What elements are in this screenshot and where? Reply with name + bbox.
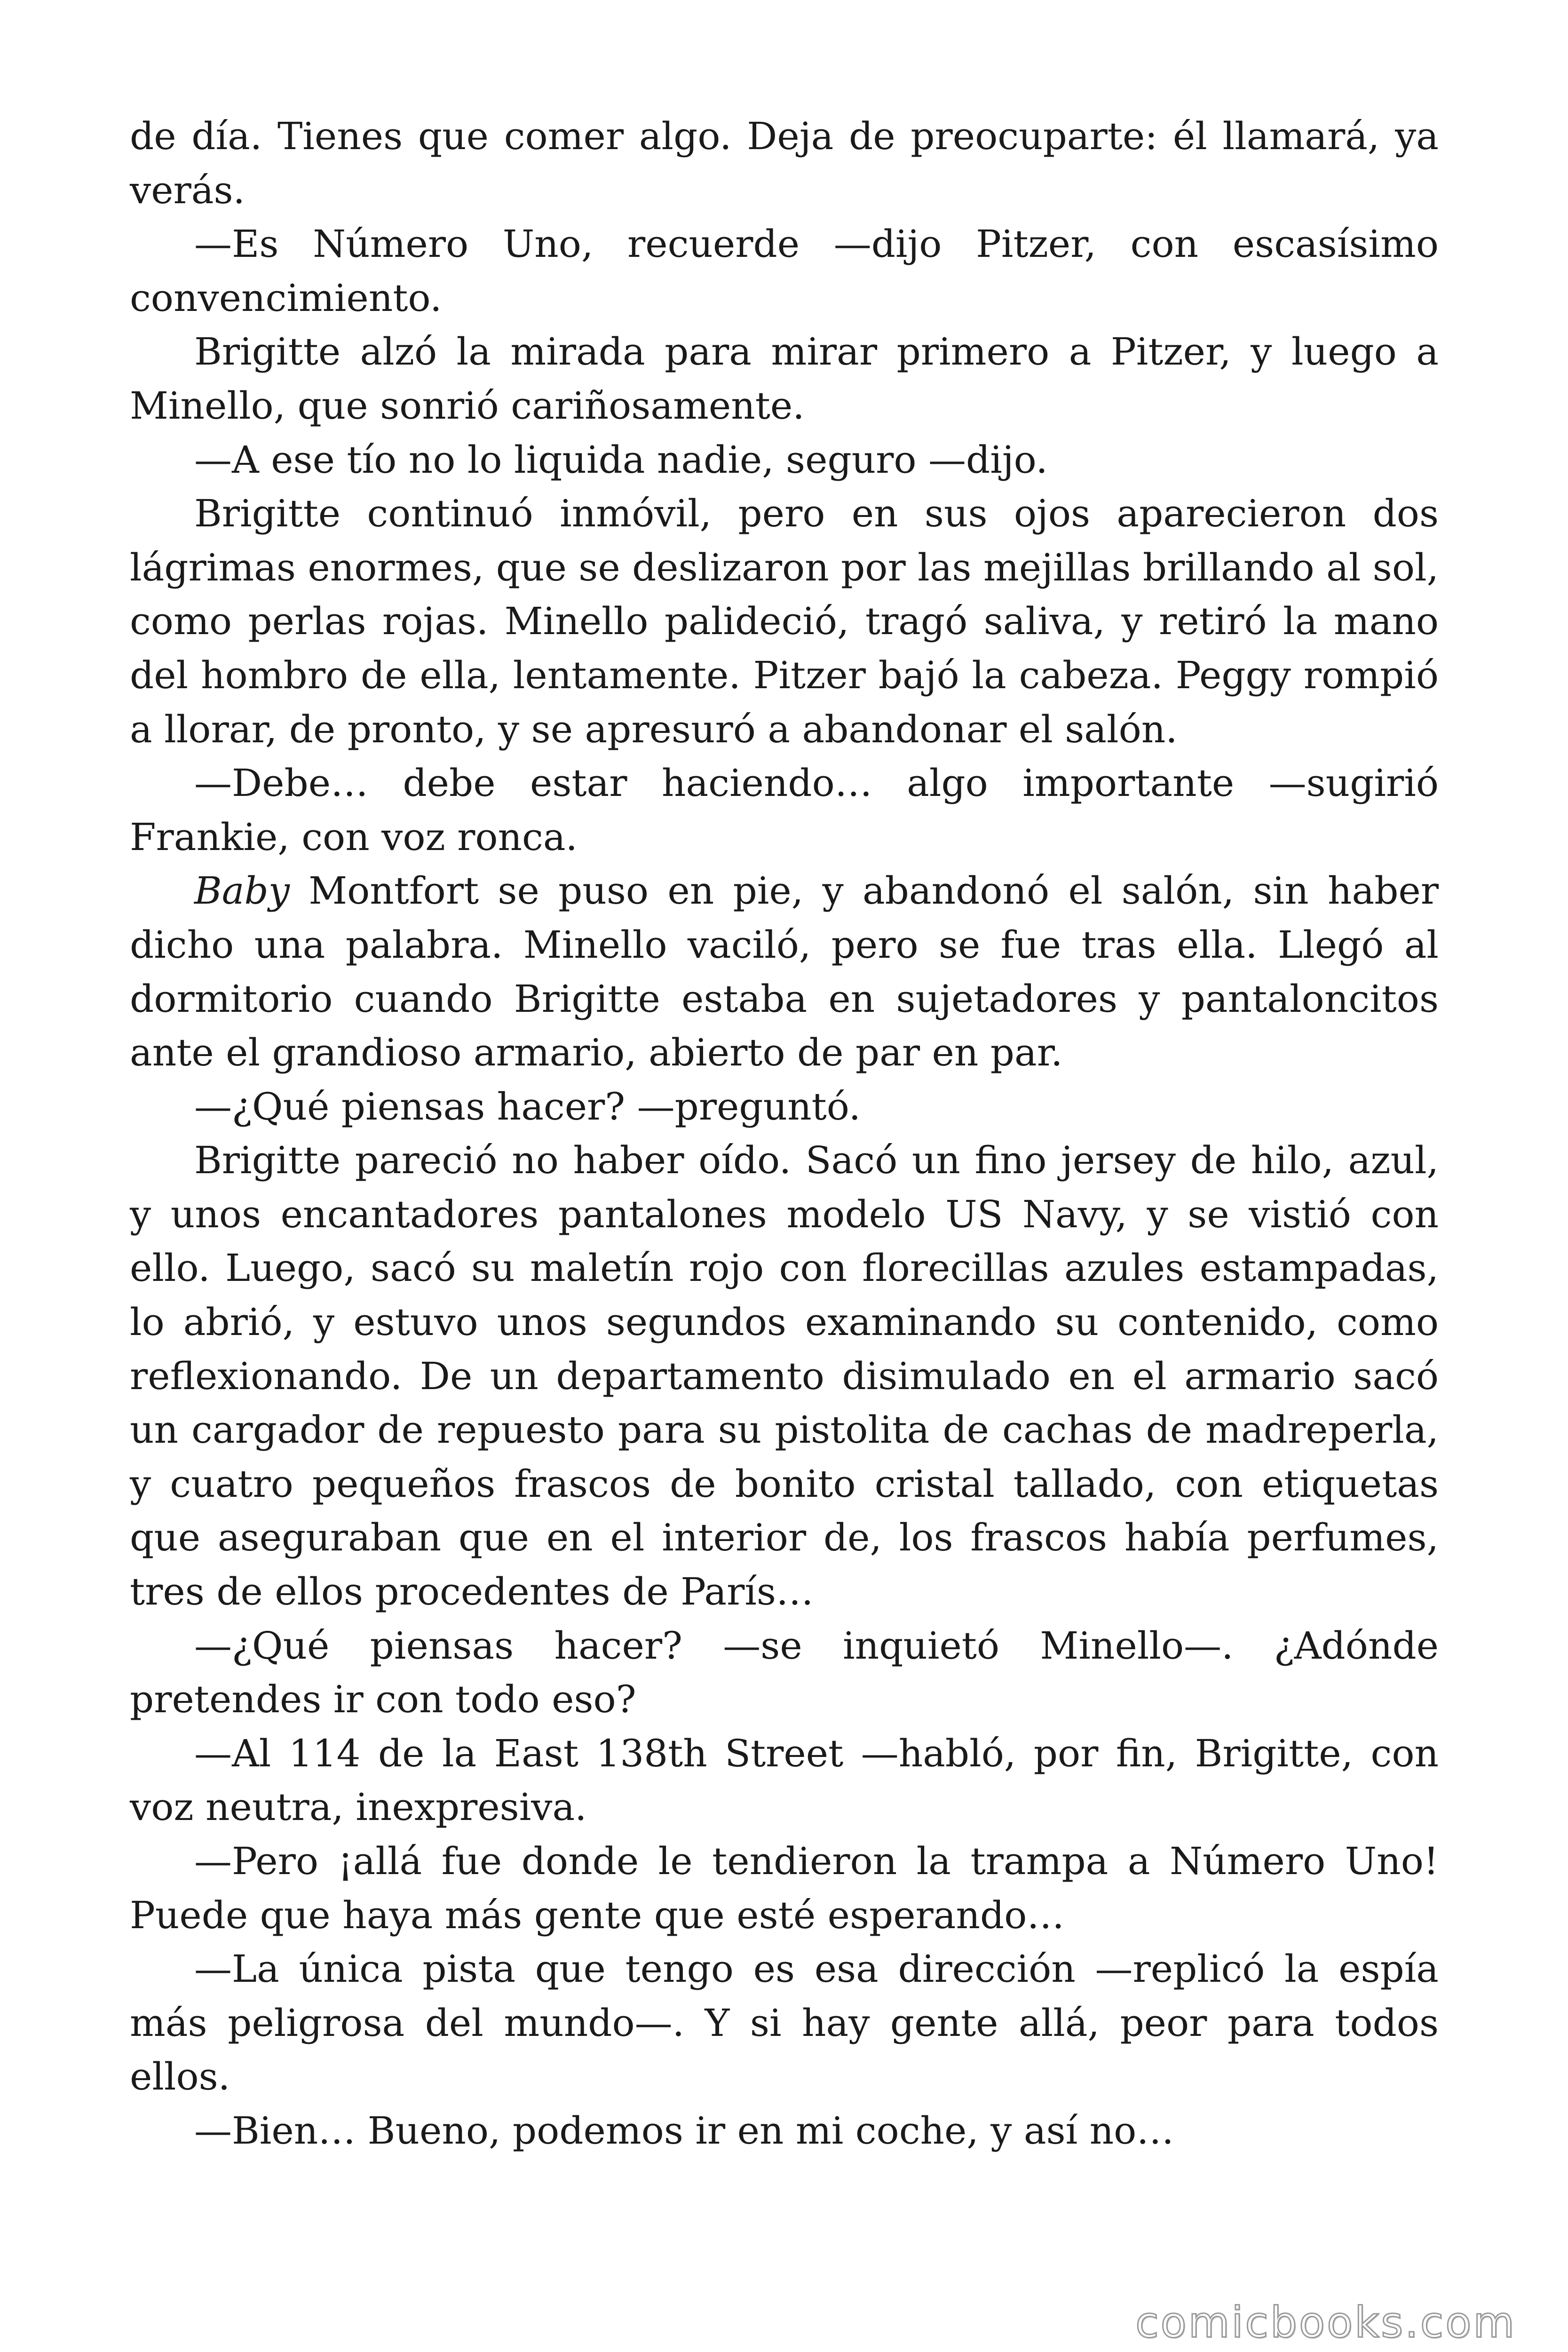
- text-run: —Pero ¡allá fue donde le tendieron la trampa a Número Uno! Puede que haya más gente que esté esperando…: [130, 1839, 1439, 1937]
- paragraph: [130, 756, 1439, 864]
- text-run: —Al 114 de la East 138th Street —habló, por fin, Brigitte, con voz neutra, inexpresiva.: [130, 1731, 1439, 1829]
- text-run: Montfort se puso en pie, y abandonó el salón, sin haber dicho una palabra. Minello vaciló, pero se fue tras ella. Llegó al dormitorio cuando Brigitte estaba en sujetadores y pantaloncitos ante el grandioso armario, abierto de par en par.: [130, 869, 1439, 1075]
- paragraph: [130, 217, 1439, 325]
- body-text: [130, 110, 1439, 2158]
- paragraph: [130, 110, 1439, 217]
- italic-text-run: Baby: [194, 869, 290, 913]
- watermark: comicbooks.com: [1135, 2298, 1516, 2347]
- paragraph: [130, 2104, 1439, 2158]
- paragraph: [130, 1080, 1439, 1134]
- text-run: —Debe… debe estar haciendo… algo importante —sugirió Frankie, con voz ronca.: [130, 761, 1439, 859]
- paragraph: [130, 325, 1439, 433]
- paragraph: [130, 1835, 1439, 1942]
- paragraph: [130, 1134, 1439, 1619]
- text-run: —La única pista que tengo es esa dirección —replicó la espía más peligrosa del mundo—. Y si hay gente allá, peor para todos ellos.: [130, 1947, 1439, 2099]
- paragraph: [130, 1619, 1439, 1727]
- paragraph: [130, 1727, 1439, 1835]
- text-run: Brigitte continuó inmóvil, pero en sus ojos aparecieron dos lágrimas enormes, que se deslizaron por las mejillas brillando al sol, como perlas rojas. Minello palideció, tragó saliva, y retiró la mano del hombro de ella, lentamente. Pitzer bajó la cabeza. Peggy rompió a llorar, de pronto, y se apresuró a abandonar el salón.: [130, 492, 1439, 751]
- paragraph: [130, 487, 1439, 756]
- text-run: —Bien… Bueno, podemos ir en mi coche, y así no…: [194, 2108, 1174, 2153]
- paragraph: [130, 864, 1439, 1080]
- text-run: —Es Número Uno, recuerde —dijo Pitzer, con escasísimo convencimiento.: [130, 222, 1439, 320]
- text-run: —¿Qué piensas hacer? —preguntó.: [194, 1084, 861, 1128]
- text-run: Brigitte alzó la mirada para mirar primero a Pitzer, y luego a Minello, que sonrió cariñosamente.: [130, 330, 1439, 428]
- paragraph: [130, 1942, 1439, 2104]
- paragraph: [130, 433, 1439, 487]
- text-run: Brigitte pareció no haber oído. Sacó un fino jersey de hilo, azul, y unos encantadores pantalones modelo US Navy, y se vistió con ello. Luego, sacó su maletín rojo con florecillas azules estampadas, lo abrió, y estuvo unos segundos examinando su contenido, como reflexionando. De un departamento disimulado en el armario sacó un cargador de repuesto para su pistolita de cachas de madreperla, y cuatro pequeños frascos de bonito cristal tallado, con etiquetas que aseguraban que en el interior de, los frascos había perfumes, tres de ellos procedentes de París…: [130, 1138, 1439, 1614]
- text-run: —¿Qué piensas hacer? —se inquietó Minello—. ¿Adónde pretendes ir con todo eso?: [130, 1623, 1439, 1722]
- text-run: de día. Tienes que comer algo. Deja de preocuparte: él llamará, ya verás.: [130, 114, 1439, 212]
- text-run: —A ese tío no lo liquida nadie, seguro —dijo.: [194, 437, 1048, 482]
